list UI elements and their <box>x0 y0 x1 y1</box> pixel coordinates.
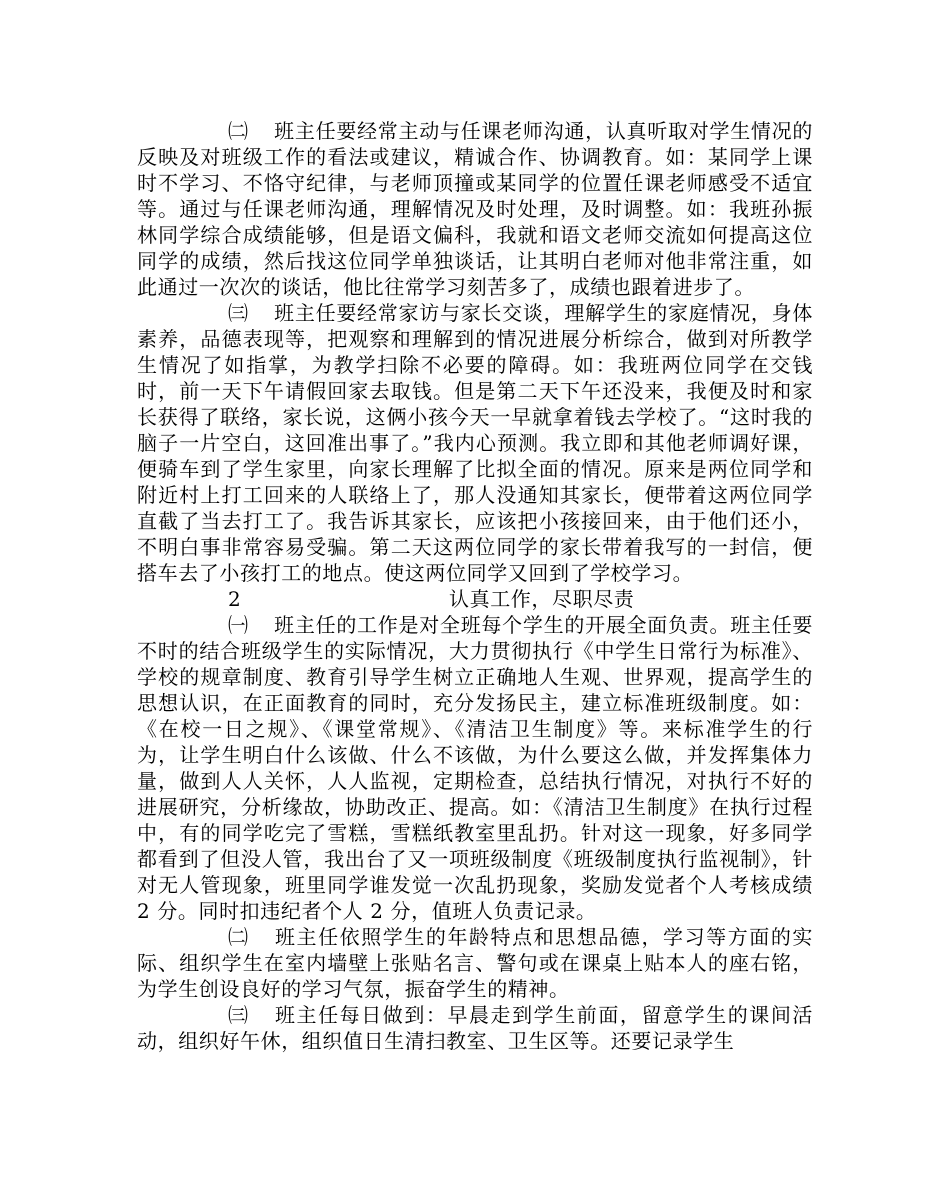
paragraph <box>137 118 813 300</box>
paragraph <box>137 612 813 924</box>
item-marker: ㈢ <box>228 301 249 325</box>
paragraph-text: 班主任每日做到：早晨走到学生前面，留意学生的课间活动，组织好午休，组织值日生清扫教室、卫生区等。还要记录学生 <box>137 1003 813 1053</box>
document-body <box>137 118 813 1054</box>
item-marker: ㈢ <box>228 1003 249 1027</box>
paragraph-text: 班主任要经常家访与家长交谈，理解学生的家庭情况，身体素养，品德表现等，把观察和理解到的情况进展分析综合，做到对所教学生情况了如指掌，为教学扫除不必要的障碍。如：我班两位同学在交钱时，前一天下午请假回家去取钱。但是第二天下午还没来，我便及时和家长获得了联络，家长说，这俩小孩今天一早就拿着钱去学校了。“这时我的脑子一片空白，这回准出事了。”我内心预测。我立即和其他老师调好课，便骑车到了学生家里，向家长理解了比拟全面的情况。原来是两位同学和附近村上打工回来的人联络上了，那人没通知其家长，便带着这两位同学直截了当去打工了。我告诉其家长，应该把小孩接回来，由于他们还小，不明白事非常容易受骗。第二天这两位同学的家长带着我写的一封信，便搭车去了小孩打工的地点。使这两位同学又回到了学校学习。 <box>137 301 813 585</box>
section-title: 认真工作，尽职尽责 <box>449 587 635 611</box>
section-number: 2 <box>228 587 242 611</box>
paragraph-text: 班主任依照学生的年龄特点和思想品德，学习等方面的实际、组织学生在室内墙壁上张贴名言、警句或在课桌上贴本人的座右铭，为学生创设良好的学习气氛，振奋学生的精神。 <box>137 925 813 1001</box>
item-marker: ㈠ <box>228 613 249 637</box>
paragraph <box>137 1002 813 1054</box>
item-marker: ㈡ <box>228 925 249 949</box>
item-marker: ㈡ <box>228 119 249 143</box>
section-heading <box>137 586 813 612</box>
paragraph-text: 班主任的工作是对全班每个学生的开展全面负责。班主任要不时的结合班级学生的实际情况，大力贯彻执行《中学生日常行为标准》、学校的规章制度、教育引导学生树立正确地人生观、世界观，提高学生的思想认识，在正面教育的同时，充分发扬民主，建立标准班级制度。如：《在校一日之规》、《课堂常规》、《清洁卫生制度》等。来标准学生的行为，让学生明白什么该做、什么不该做，为什么要这么做，并发挥集体力量，做到人人关怀，人人监视，定期检查，总结执行情况，对执行不好的进展研究，分析缘故，协助改正、提高。如：《清洁卫生制度》在执行过程中，有的同学吃完了雪糕，雪糕纸教室里乱扔。针对这一现象，好多同学都看到了但没人管，我出台了又一项班级制度《班级制度执行监视制》，针对无人管现象，班里同学谁发觉一次乱扔现象，奖励发觉者个人考核成绩 2 分。同时扣违纪者个人 2 分，值班人负责记录。 <box>137 613 813 923</box>
paragraph <box>137 924 813 1002</box>
paragraph <box>137 300 813 586</box>
paragraph-text: 班主任要经常主动与任课老师沟通，认真听取对学生情况的反映及对班级工作的看法或建议，精诚合作、协调教育。如：某同学上课时不学习、不恪守纪律，与老师顶撞或某同学的位置任课老师感受不适宜等。通过与任课老师沟通，理解情况及时处理，及时调整。如：我班孙振林同学综合成绩能够，但是语文偏科，我就和语文老师交流如何提高这位同学的成绩，然后找这位同学单独谈话，让其明白老师对他非常注重，如此通过一次次的谈话，他比往常学习刻苦多了，成绩也跟着进步了。 <box>137 119 813 299</box>
